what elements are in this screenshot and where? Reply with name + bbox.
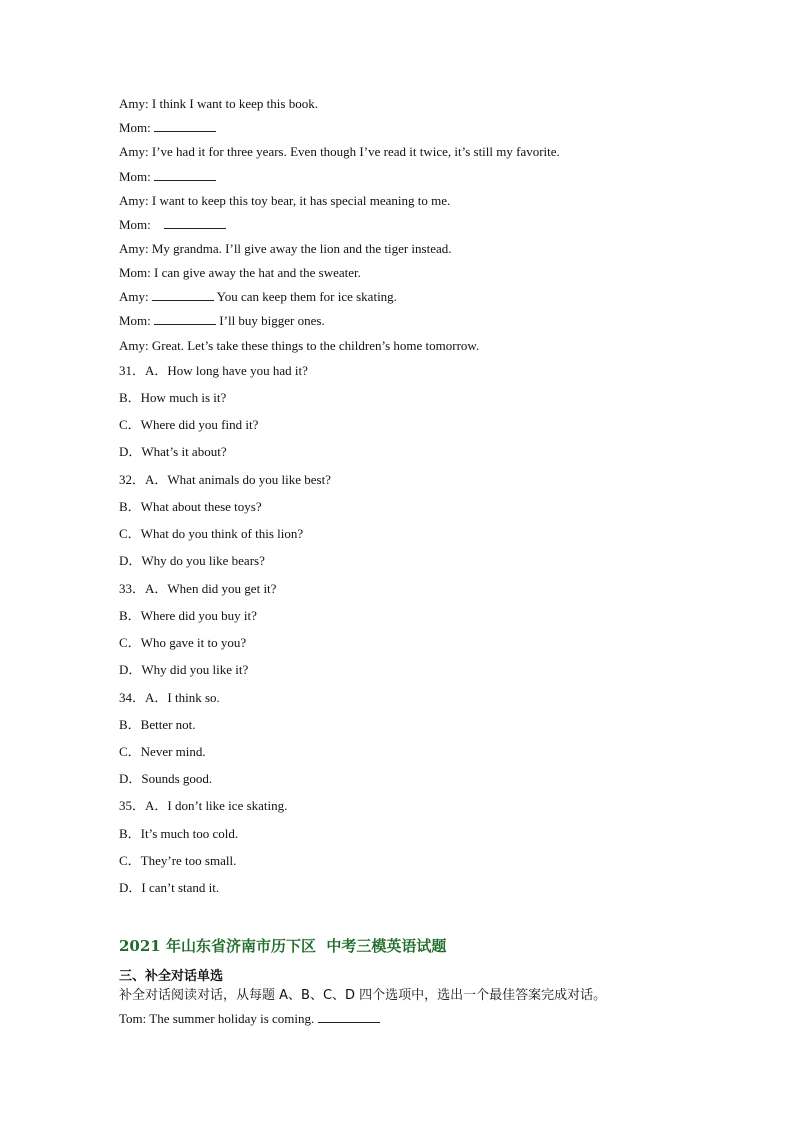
- dialogue-text: Great. Let’s take these things to the children’s home tomorrow.: [151, 338, 480, 353]
- option-a[interactable]: A．What animals do you like best?: [145, 472, 331, 487]
- answer-blank[interactable]: [152, 289, 214, 301]
- option-d[interactable]: D．Sounds good.: [119, 771, 213, 786]
- dialogue-text: I’ll buy bigger ones.: [219, 313, 325, 328]
- option-a[interactable]: A．When did you get it?: [145, 581, 277, 596]
- dialogue-text: I’ve had it for three years. Even though I’ve read it twice, it’s still my favorite.: [151, 144, 560, 159]
- dialogue-line: [119, 338, 479, 354]
- question-number: 35．: [119, 798, 146, 813]
- answer-blank[interactable]: [164, 217, 226, 229]
- speaker-label: Amy:: [119, 241, 149, 256]
- dialogue-line: [119, 144, 560, 160]
- dialogue-text: Tom: The summer holiday is coming.: [119, 1011, 315, 1026]
- dialogue-line: [119, 217, 226, 233]
- dialogue-text: My grandma. I’ll give away the lion and the tiger instead.: [151, 241, 452, 256]
- option-b[interactable]: B．What about these toys?: [119, 499, 262, 514]
- speaker-label: Mom:: [119, 313, 151, 328]
- dialogue-text: You can keep them for ice skating.: [216, 289, 397, 304]
- speaker-label: Mom:: [119, 217, 151, 232]
- option-d[interactable]: D．Why did you like it?: [119, 662, 249, 677]
- option-b[interactable]: B．Better not.: [119, 717, 196, 732]
- question-number: 33．: [119, 581, 146, 596]
- answer-blank[interactable]: [154, 169, 216, 181]
- dialogue-text: I think I want to keep this book.: [151, 96, 318, 111]
- speaker-label: Amy:: [119, 338, 149, 353]
- dialogue-line: [119, 289, 397, 305]
- option-c[interactable]: C．They’re too small.: [119, 853, 237, 868]
- question-35: [119, 798, 287, 814]
- dialogue-line: [119, 169, 216, 185]
- question-number: 32．: [119, 472, 146, 487]
- option-b[interactable]: B．How much is it?: [119, 390, 227, 405]
- question-34: [119, 690, 220, 706]
- option-d[interactable]: D．What’s it about?: [119, 444, 227, 459]
- question-32: [119, 472, 331, 488]
- option-a[interactable]: A．I think so.: [145, 690, 220, 705]
- speaker-label: Mom:: [119, 169, 151, 184]
- option-c[interactable]: C．Never mind.: [119, 744, 206, 759]
- question-number: 34．: [119, 690, 146, 705]
- dialogue-line: [119, 96, 318, 112]
- option-c[interactable]: C．Who gave it to you?: [119, 635, 247, 650]
- dialogue-text: I want to keep this toy bear, it has special meaning to me.: [151, 193, 451, 208]
- option-b[interactable]: B．Where did you buy it?: [119, 608, 257, 623]
- question-number: 31．: [119, 363, 146, 378]
- dialogue-line: [119, 1011, 380, 1027]
- question-31: [119, 363, 308, 379]
- dialogue-text: I can give away the hat and the sweater.: [154, 265, 361, 280]
- speaker-label: Amy:: [119, 144, 149, 159]
- option-b[interactable]: B．It’s much too cold.: [119, 826, 239, 841]
- answer-blank[interactable]: [154, 120, 216, 132]
- section-heading: 三、补全对话单选: [119, 969, 224, 984]
- dialogue-line: [119, 265, 361, 281]
- answer-blank[interactable]: [154, 313, 216, 325]
- dialogue-line: [119, 193, 450, 209]
- option-c[interactable]: C．What do you think of this lion?: [119, 526, 304, 541]
- option-d[interactable]: D．I can’t stand it.: [119, 880, 220, 895]
- option-a[interactable]: A．I don’t like ice skating.: [145, 798, 288, 813]
- exam-title: 2021 年山东省济南市历下区 中考三模英语试题: [119, 937, 447, 955]
- question-33: [119, 581, 276, 597]
- instruction-text: 补全对话阅读对话，从每题 A、B、C、D 四个选项中，选出一个最佳答案完成对话。: [119, 988, 607, 1003]
- dialogue-line: [119, 313, 325, 329]
- speaker-label: Amy:: [119, 289, 149, 304]
- speaker-label: Mom:: [119, 120, 151, 135]
- option-a[interactable]: A．How long have you had it?: [145, 363, 308, 378]
- option-d[interactable]: D．Why do you like bears?: [119, 553, 265, 568]
- option-c[interactable]: C．Where did you find it?: [119, 417, 259, 432]
- answer-blank[interactable]: [318, 1011, 380, 1023]
- dialogue-line: [119, 241, 452, 257]
- speaker-label: Amy:: [119, 96, 149, 111]
- dialogue-line: [119, 120, 216, 136]
- speaker-label: Mom:: [119, 265, 151, 280]
- speaker-label: Amy:: [119, 193, 149, 208]
